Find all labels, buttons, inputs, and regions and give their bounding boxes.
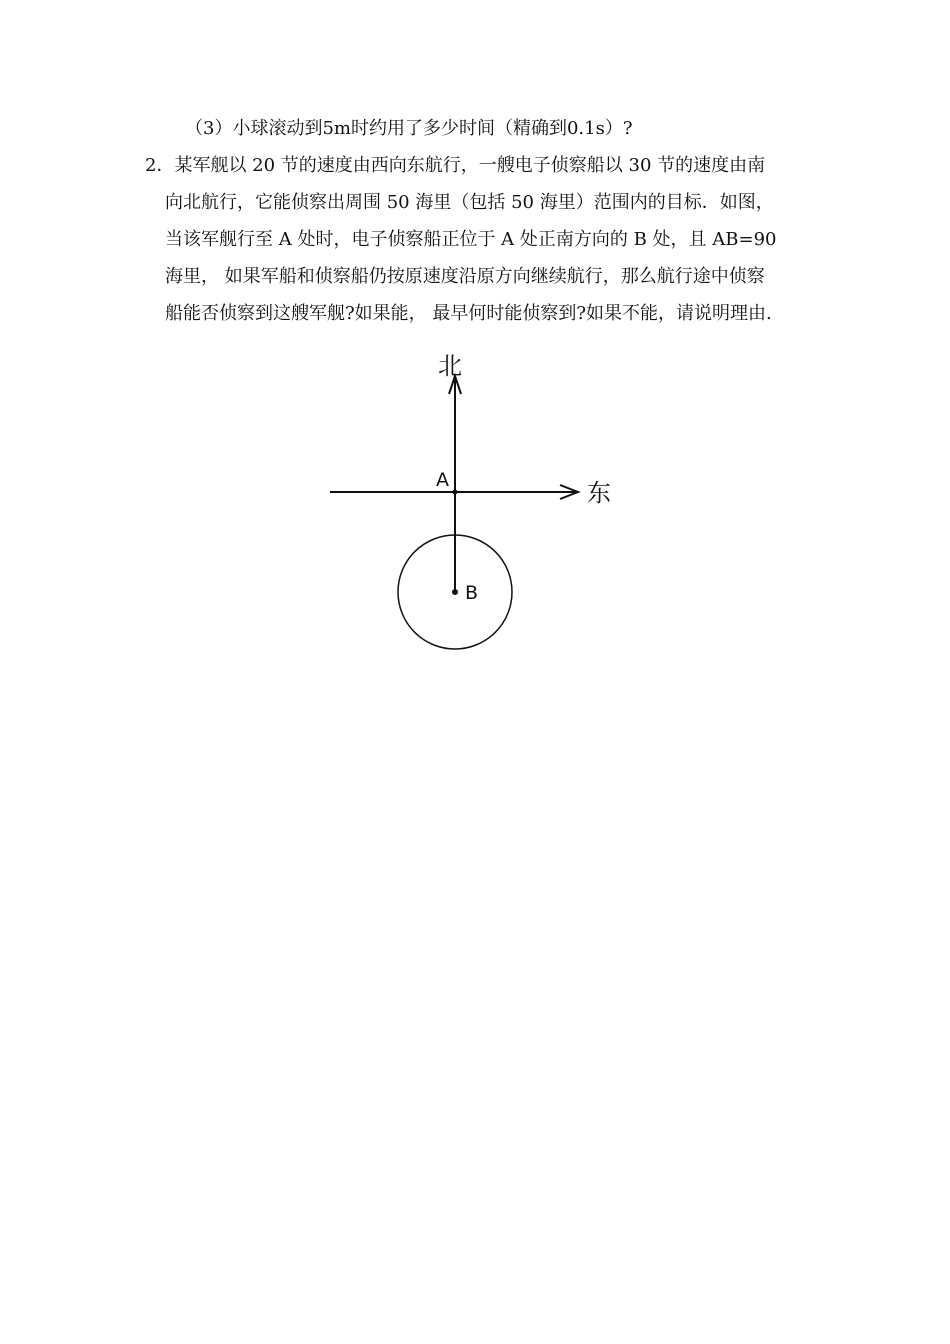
point-a-label: A — [436, 469, 449, 491]
question-2-line-4: 海里， 如果军船和侦察船仍按原速度沿原方向继续航行，那么航行途中侦察 — [165, 266, 765, 287]
north-label: 北 — [438, 352, 462, 380]
point-b-dot — [452, 589, 458, 595]
east-label: 东 — [587, 479, 611, 507]
question-2-line-1: 2．某军舰以 20 节的速度由西向东航行，一艘电子侦察船以 30 节的速度由南 — [145, 155, 766, 176]
point-b-label: B — [465, 582, 479, 604]
question-2-line-3: 当该军舰行至 A 处时，电子侦察船正位于 A 处正南方向的 B 处，且 AB=90 — [165, 229, 777, 250]
point-a-dot — [453, 490, 458, 495]
question-2-line-5: 船能否侦察到这艘军舰?如果能， 最早何时能侦察到?如果不能，请说明理由. — [165, 303, 772, 324]
sub-question-3: （3）小球滚动到5m时约用了多少时间（精确到0.1s）? — [185, 118, 633, 139]
question-2-line-2: 向北航行，它能侦察出周围 50 海里（包括 50 海里）范围内的目标．如图， — [165, 192, 774, 213]
navigation-diagram — [300, 340, 640, 670]
